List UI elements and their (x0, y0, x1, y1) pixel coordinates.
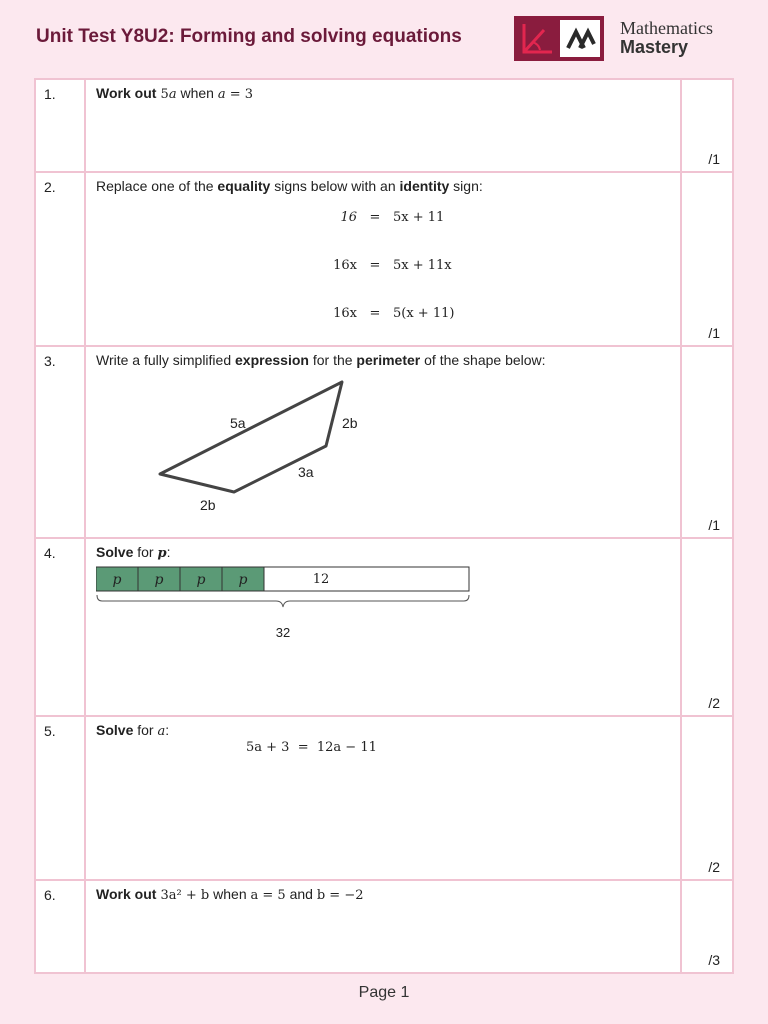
questions-table (34, 78, 734, 974)
total-brace (97, 595, 469, 607)
marks-label: /2 (708, 695, 720, 711)
question-row-1 (35, 79, 733, 172)
q3-text-b: for the (308, 352, 357, 368)
side-label-2b-right: 2b (342, 415, 358, 431)
q4-text-b: : (166, 544, 171, 560)
q2-text-b: signs below with an (270, 178, 400, 194)
marks-label: /2 (708, 859, 720, 875)
marks-cell (681, 172, 733, 346)
quadrilateral-diagram (96, 370, 396, 520)
q4-var: p (157, 546, 167, 561)
question-5-content (85, 716, 681, 880)
q5-text-b: : (165, 722, 170, 738)
q1-expr-coef: 5 (156, 87, 169, 102)
question-row-6 (35, 880, 733, 973)
marks-label: /3 (708, 952, 720, 968)
marks-label: /1 (708, 325, 720, 341)
question-number: 6. (35, 880, 85, 973)
q5-equation: 5a + 3 = 12a − 11 (246, 740, 377, 755)
q6-and: and (285, 886, 317, 902)
q5-text-a: for (133, 722, 158, 738)
marks-label: /1 (708, 517, 720, 533)
q2-bold-identity: identity (399, 178, 450, 194)
equation-3: 16x = 5(x + 11) (333, 306, 455, 321)
q6-cond-a: a = 5 (250, 888, 286, 903)
question-2-content (85, 172, 681, 346)
question-number: 5. (35, 716, 85, 880)
question-row-4 (35, 538, 733, 716)
question-number: 3. (35, 346, 85, 538)
q5-command: Solve (96, 722, 134, 738)
logo-text (620, 19, 713, 57)
equation-2: 16x = 5x + 11x (333, 258, 452, 273)
page-number: Page 1 (358, 984, 410, 1001)
bar-label-p-2: p (154, 572, 164, 588)
question-number: 4. (35, 538, 85, 716)
q4-text-a: for (133, 544, 158, 560)
q2-text-c: sign: (449, 178, 483, 194)
q2-text-a: Replace one of the (96, 178, 218, 194)
bar-label-p-1: p (112, 572, 122, 588)
quadrilateral-shape (160, 382, 342, 492)
q1-var: a (168, 87, 177, 102)
q2-bold-equality: equality (217, 178, 271, 194)
question-3-content (85, 346, 681, 538)
bar-cell-12 (264, 567, 469, 591)
side-label-3a: 3a (298, 464, 314, 480)
q6-expr: 3a² + b (156, 888, 210, 903)
marks-cell (681, 716, 733, 880)
bar-label-p-3: p (196, 572, 206, 588)
marks-cell (681, 880, 733, 973)
question-row-2 (35, 172, 733, 346)
mathematics-mastery-logo (514, 16, 604, 61)
logo-line-2: Mastery (620, 37, 689, 57)
marks-label: /1 (708, 151, 720, 167)
question-1-command: Work out (96, 85, 157, 101)
q3-text-a: Write a fully simplified (96, 352, 236, 368)
side-label-5a: 5a (230, 415, 246, 431)
question-row-5 (35, 716, 733, 880)
q3-bold-expression: expression (235, 352, 309, 368)
side-label-2b-bottom: 2b (200, 497, 216, 513)
question-1-content (85, 79, 681, 172)
q4-command: Solve (96, 544, 134, 560)
question-4-content (85, 538, 681, 716)
question-number: 2. (35, 172, 85, 346)
q6-cond-b: b = −2 (316, 888, 364, 903)
marks-cell (681, 346, 733, 538)
q6-command: Work out (96, 886, 157, 902)
q3-text-c: of the shape below: (420, 352, 546, 368)
q1-cond-var: a (217, 87, 226, 102)
page-title: Unit Test Y8U2: Forming and solving equations (36, 26, 462, 47)
marks-cell (681, 538, 733, 716)
equation-1: 16 = 5x + 11 (340, 210, 445, 225)
q1-cond-val: = 3 (225, 87, 254, 102)
q5-var: a (157, 724, 166, 739)
q1-when: when (176, 85, 218, 101)
logo-line-1: Mathematics (620, 18, 713, 38)
question-number: 1. (35, 79, 85, 172)
bar-label-12: 12 (312, 572, 330, 587)
bar-model (96, 565, 496, 655)
question-row-3 (35, 346, 733, 538)
q6-when: when (209, 886, 251, 902)
q3-bold-perimeter: perimeter (356, 352, 421, 368)
bar-label-p-4: p (238, 572, 248, 588)
bar-total-label: 32 (275, 625, 291, 640)
marks-cell (681, 79, 733, 172)
question-6-content (85, 880, 681, 973)
